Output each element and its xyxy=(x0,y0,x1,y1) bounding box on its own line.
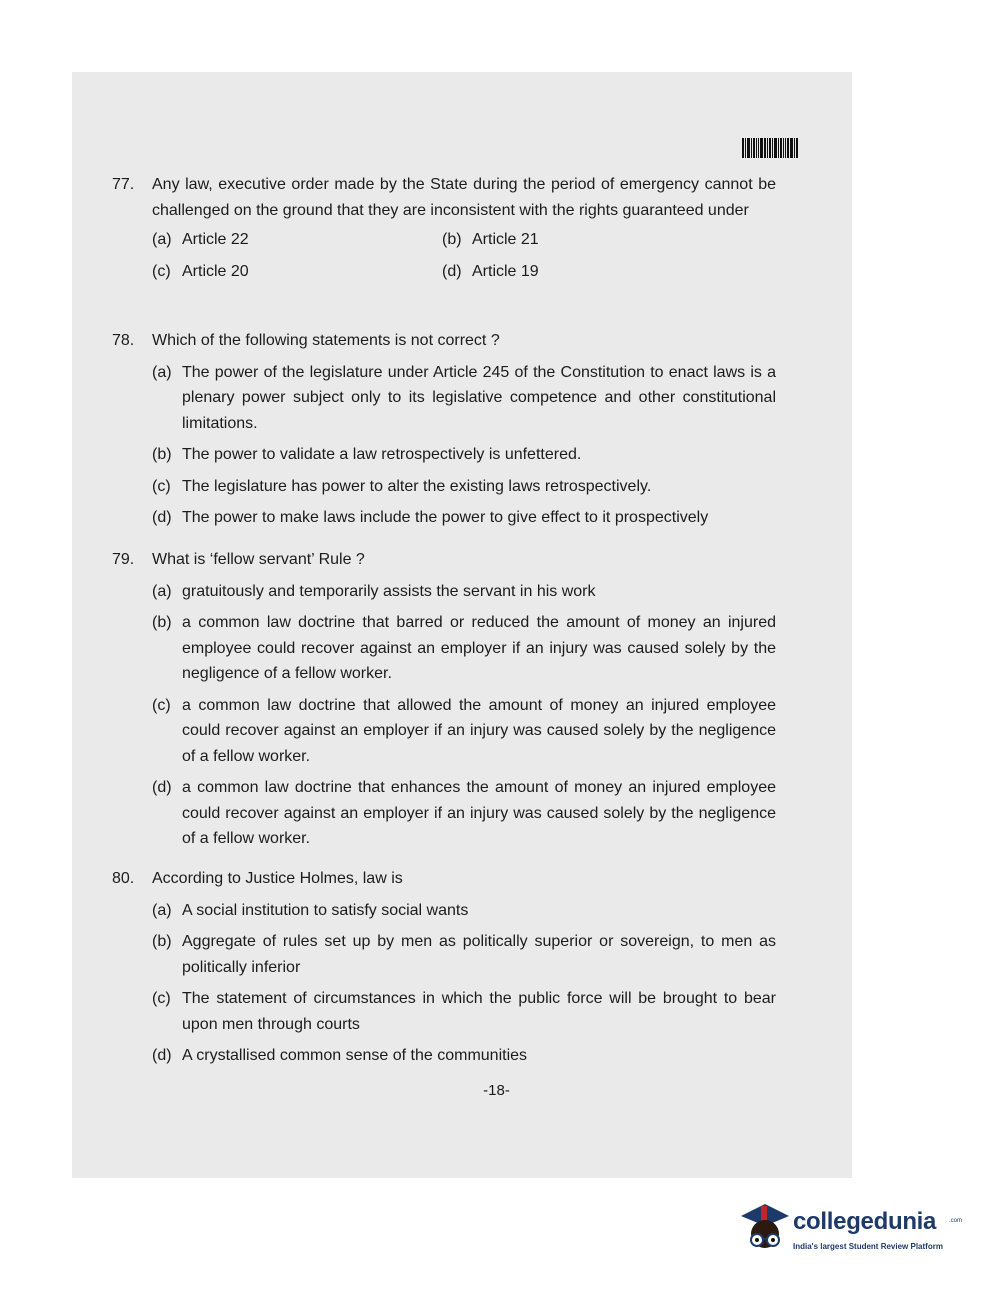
collegedunia-logo[interactable] xyxy=(735,1198,965,1268)
option-d: (d) Article 19 xyxy=(442,262,539,280)
option-d: (d) a common law doctrine that enhances the amount of money an injured employee could recover against an employer if an injury was caused solely by the negligence of a fellow worker. xyxy=(152,779,776,847)
logo-tagline: India's largest Student Review Platform xyxy=(793,1242,943,1251)
question-number: 78. xyxy=(112,332,135,349)
barcode xyxy=(742,138,808,158)
option-d: (d) The power to make laws include the power to give effect to it prospectively xyxy=(152,509,709,526)
question-text: Which of the following statements is not correct ? xyxy=(152,332,500,349)
option-b: (b) The power to validate a law retrospectively is unfettered. xyxy=(152,446,582,463)
logo-name: collegedunia xyxy=(793,1208,937,1235)
mascot-icon xyxy=(735,1198,793,1258)
question-79 xyxy=(112,547,776,852)
option-grid xyxy=(152,227,776,284)
option-c: (c) Article 20 xyxy=(152,262,249,280)
option-b: (b) a common law doctrine that barred or reduced the amount of money an injured employee could recover against an employer if an injury was caused solely by the negligence of a fellow worker. xyxy=(152,614,776,682)
option-c: (c) The legislature has power to alter the existing laws retrospectively. xyxy=(152,477,652,495)
option-a: (a) Article 22 xyxy=(152,231,249,248)
page-number: -18- xyxy=(483,1082,510,1099)
question-text: What is ‘fellow servant’ Rule ? xyxy=(152,551,365,568)
option-c: (c) a common law doctrine that allowed the amount of money an injured employee could recover against an employer if an injury was caused solely by the negligence of a fellow worker. xyxy=(152,696,776,765)
question-number: 80. xyxy=(112,870,135,887)
option-d: (d) A crystallised common sense of the communities xyxy=(152,1047,528,1064)
question-78 xyxy=(112,328,776,531)
question-80 xyxy=(112,866,776,1069)
option-c: (c) The statement of circumstances in which the public force will be brought to bear upon men through courts xyxy=(152,990,776,1033)
option-a: (a) A social institution to satisfy social wants xyxy=(152,901,469,919)
question-text: According to Justice Holmes, law is xyxy=(152,870,403,887)
question-number: 77. xyxy=(112,176,135,193)
option-b: (b) Article 21 xyxy=(442,231,539,248)
option-a: (a) The power of the legislature under Article 245 of the Constitution to enact laws is a plenary power subject only to its legislative competence and other constitutional limitations. xyxy=(152,363,776,432)
question-77 xyxy=(112,172,776,284)
option-b: (b) Aggregate of rules set up by men as politically superior or sovereign, to men as politically inferior xyxy=(152,933,776,976)
logo-suffix: .com xyxy=(949,1218,963,1224)
question-number: 79. xyxy=(112,551,135,568)
option-a: (a) gratuitously and temporarily assists the servant in his work xyxy=(152,582,596,600)
question-text: Any law, executive order made by the State during the period of emergency cannot be challenged on the ground that they are inconsistent with the rights guaranteed under xyxy=(152,176,776,219)
